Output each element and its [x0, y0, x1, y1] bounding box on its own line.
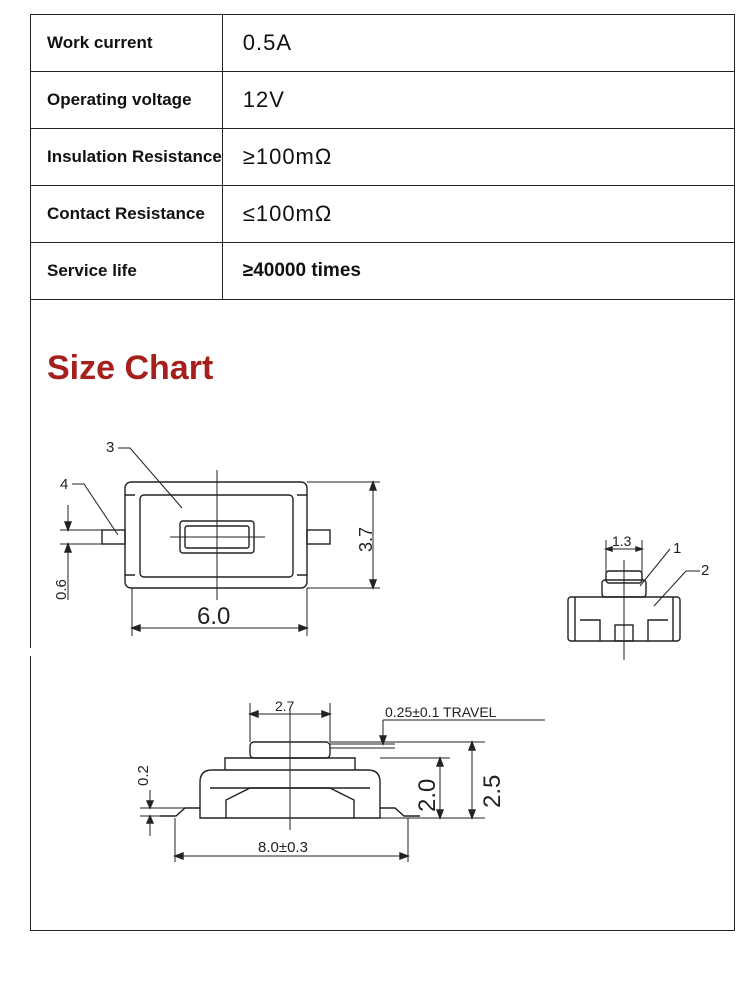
dim-8-0: 8.0±0.3	[258, 839, 308, 856]
dim-2-5: 2.5	[479, 774, 506, 808]
spec-label: Work current	[31, 15, 223, 72]
spec-value: ≥100mΩ	[222, 129, 734, 186]
dim-lead-0-6: 0.6	[53, 579, 70, 600]
dim-2-7: 2.7	[275, 698, 295, 714]
spec-label: Insulation Resistance	[31, 129, 223, 186]
spec-value: ≤100mΩ	[222, 186, 734, 243]
travel-label: 0.25±0.1 TRAVEL	[385, 704, 497, 720]
dim-0-2: 0.2	[135, 765, 152, 786]
size-chart-title: Size Chart	[47, 349, 214, 387]
callout-1: 1	[673, 540, 682, 557]
dim-height-3-7: 3.7	[356, 526, 376, 552]
spec-value: ≥40000 times	[222, 243, 734, 300]
spec-label: Operating voltage	[31, 72, 223, 129]
spec-label: Contact Resistance	[31, 186, 223, 243]
spec-label: Service life	[31, 243, 223, 300]
dim-2-0: 2.0	[414, 778, 441, 812]
spec-value: 0.5A	[222, 15, 734, 72]
dim-1-3: 1.3	[612, 533, 632, 549]
spec-value: 12V	[222, 72, 734, 129]
callout-4: 4	[60, 476, 69, 493]
dim-width-6: 6.0	[197, 603, 231, 630]
callout-2: 2	[701, 562, 710, 579]
callout-3: 3	[106, 439, 115, 456]
